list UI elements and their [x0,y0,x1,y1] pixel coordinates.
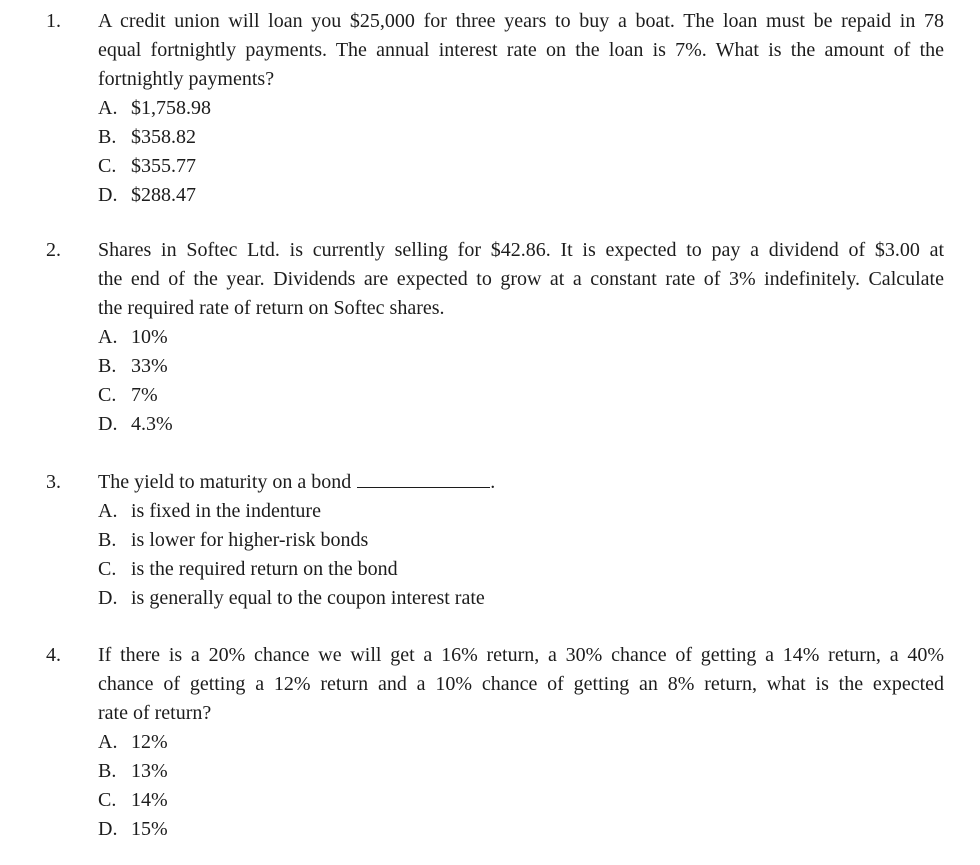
option-text: 10% [131,326,168,348]
option-text: is fixed in the indenture [131,500,321,522]
question-stem-end: . [490,471,496,493]
option-d[interactable] [98,410,944,439]
option-b[interactable] [98,757,944,786]
option-letter: C. [98,384,117,406]
question-text-line: If there is a 20% chance we will get a 16% return, a 30% chance of getting a 14% return, a 40% [98,644,944,666]
option-b[interactable] [98,123,944,152]
option-letter: D. [98,184,118,206]
option-text: 7% [131,384,158,406]
option-b[interactable] [98,352,944,381]
question-text-line: chance of getting a 12% return and a 10% chance of getting an 8% return, what is the expected [98,673,944,695]
option-a[interactable] [98,94,944,123]
option-letter: D. [98,818,118,840]
question-body [98,468,944,613]
question-stem: The yield to maturity on a bond [98,471,352,493]
option-text: $358.82 [131,126,196,148]
question-number: 1. [46,10,61,32]
question-number: 2. [46,239,61,261]
option-a[interactable] [98,728,944,757]
option-a[interactable] [98,323,944,352]
answer-options [98,323,944,439]
option-d[interactable] [98,181,944,210]
question-body [98,7,944,210]
answer-options [98,94,944,210]
option-c[interactable] [98,786,944,815]
question-text-line: the end of the year. Dividends are expected to grow at a constant rate of 3% indefinitely. Calculate [98,268,944,290]
answer-options [98,728,944,844]
option-letter: C. [98,155,117,177]
fill-in-blank [357,469,490,488]
option-letter: A. [98,500,118,522]
option-letter: B. [98,355,117,377]
option-b[interactable] [98,526,944,555]
option-letter: D. [98,587,118,609]
question-text-line: the required rate of return on Softec shares. [98,297,445,319]
option-c[interactable] [98,152,944,181]
question-body [98,236,944,439]
option-d[interactable] [98,584,944,613]
option-d[interactable] [98,815,944,844]
option-text: is the required return on the bond [131,558,398,580]
option-letter: B. [98,760,117,782]
option-text: $288.47 [131,184,196,206]
option-letter: A. [98,731,118,753]
option-text: 15% [131,818,168,840]
question-text-line: fortnightly payments? [98,68,275,90]
option-letter: D. [98,413,118,435]
option-letter: C. [98,558,117,580]
question-text-line: equal fortnightly payments. The annual interest rate on the loan is 7%. What is the amount of the [98,39,944,61]
option-letter: A. [98,326,118,348]
option-letter: B. [98,126,117,148]
answer-options [98,497,944,613]
option-letter: C. [98,789,117,811]
option-a[interactable] [98,497,944,526]
option-text: is generally equal to the coupon interest rate [131,587,485,609]
question-number: 3. [46,471,61,493]
question-number: 4. [46,644,61,666]
question-text-line: Shares in Softec Ltd. is currently selling for $42.86. It is expected to pay a dividend of $3.00 at [98,239,944,261]
option-text: is lower for higher-risk bonds [131,529,369,551]
question-body [98,641,944,844]
option-letter: A. [98,97,118,119]
option-text: $1,758.98 [131,97,211,119]
option-text: 12% [131,731,168,753]
option-text: 33% [131,355,168,377]
option-c[interactable] [98,381,944,410]
option-text: 14% [131,789,168,811]
option-text: 13% [131,760,168,782]
question-text-line: rate of return? [98,702,212,724]
question-text-line: A credit union will loan you $25,000 for three years to buy a boat. The loan must be repaid in 78 [98,10,944,32]
option-c[interactable] [98,555,944,584]
option-text: 4.3% [131,413,173,435]
option-letter: B. [98,529,117,551]
option-text: $355.77 [131,155,196,177]
question-text-line [98,468,944,497]
